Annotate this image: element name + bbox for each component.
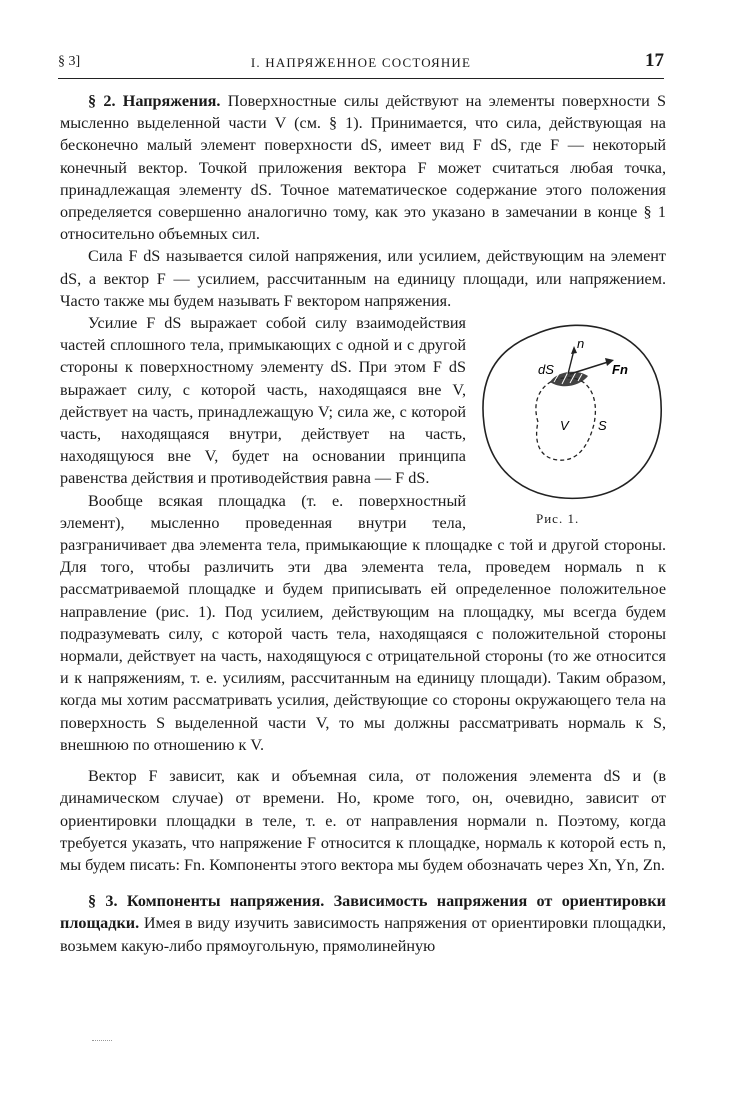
figure-1: [476, 312, 666, 534]
section-2-paragraph-1: [60, 90, 666, 245]
force-arrow: [570, 362, 608, 374]
section-3-p1-text: Имея в виду изучить зависимость напряжения от ориентировки площадки, возьмем какую-либо прямоугольную, прямолинейную: [60, 914, 666, 955]
section-2-paragraph-4: Вообще всякая площадка (т. е. поверхностный элемент), мысленно проведенная внутри тела, разграничивает два элемента тела, примыкающие к площадке с той и другой стороны. Для того, чтобы различить эти два элемента тела, проведем нормаль n к рассматриваемой площадке и будем приписывать ей определенное положительное направление (рис. 1). Под усилием, действующим на площадку, мы всегда будем подразумевать силу, с которой часть тела, находящаяся с положительной стороны нормали, действует на часть, находящуюся с отрицательной стороны (то же относится и к напряжениям, т. е. усилиям, рассчитанным на единицу площади). Таким образом, когда мы хотим рассматривать усилия, действующие со стороны окружающего тела на поверхность S выделенной части V, то мы должны рассматривать нормаль к S, внешнюю по отношению к V.: [60, 491, 666, 754]
label-s: S: [598, 418, 607, 434]
stress-element-diagram: [476, 312, 666, 534]
section-2-paragraph-3: Усилие F dS выражает собой силу взаимодействия частей сплошного тела, примыкающих с одной и с другой стороны к поверхностному элементу dS. При этом F dS выражает силу, с которой часть, находящаяся вне V, действует на часть, принадлежащую V; сила же, с которой часть, находящаяся внутри, действует на часть, находящуюся вне V, будет на основании принципа равенства действия и противодействия равна — F dS.: [60, 314, 466, 488]
label-fn: Fn: [612, 362, 628, 378]
page-body: [60, 90, 666, 957]
header-rule: [58, 78, 664, 79]
section-3-paragraph-1: [60, 890, 666, 957]
section-2-p1-text: Поверхностные силы действуют на элементы поверхности S мысленно выделенной части V (см. § 1). Принимается, что сила, действующая на бесконечно малый элемент поверхности dS, имеет вид F dS, где F — некоторый конечный вектор. Точкой приложения вектора F может считаться любая точка, принадлежащая элементу dS. Точное математическое содержание этого положения определяется совершенно аналогично тому, как это указано в замечании в конце § 1 относительно объемных сил.: [60, 92, 666, 244]
label-n: n: [577, 336, 585, 352]
header-section-mark: § 3]: [58, 54, 81, 69]
section-2-paragraph-5: Вектор F зависит, как и объемная сила, от положения элемента dS и (в динамическом случае) от времени. Но, кроме того, он, очевидно, зависит от ориентировки площадки в теле, т. е. от направления нормали n. Поэтому, когда требуется указать, что напряжение F относится к площадке, нормаль к которой есть n, мы будем писать: Fn. Компоненты этого вектора мы будем обозначать через Xn, Yn, Zn.: [60, 767, 666, 874]
footer-mark: [92, 1040, 112, 1045]
figure-caption: Рис. 1.: [536, 511, 580, 527]
header-running-title: I. НАПРЯЖЕННОЕ СОСТОЯНИЕ: [250, 55, 472, 70]
section-3-heading: § 3. Компоненты напряжения. Зависимость напряжения от ориентировки площадки.: [60, 892, 666, 933]
label-v: V: [560, 418, 569, 434]
label-ds: dS: [538, 362, 554, 378]
section-2-heading: § 2. Напряжения.: [88, 92, 221, 110]
header-page-number: 17: [645, 50, 664, 71]
section-2-paragraph-2: Сила F dS называется силой напряжения, или усилием, действующим на элемент dS, а вектор F — усилием, рассчитанным на единицу площади, или напряжением. Часто также мы будем называть F вектором напряжения.: [60, 247, 666, 310]
running-header: [58, 50, 664, 78]
